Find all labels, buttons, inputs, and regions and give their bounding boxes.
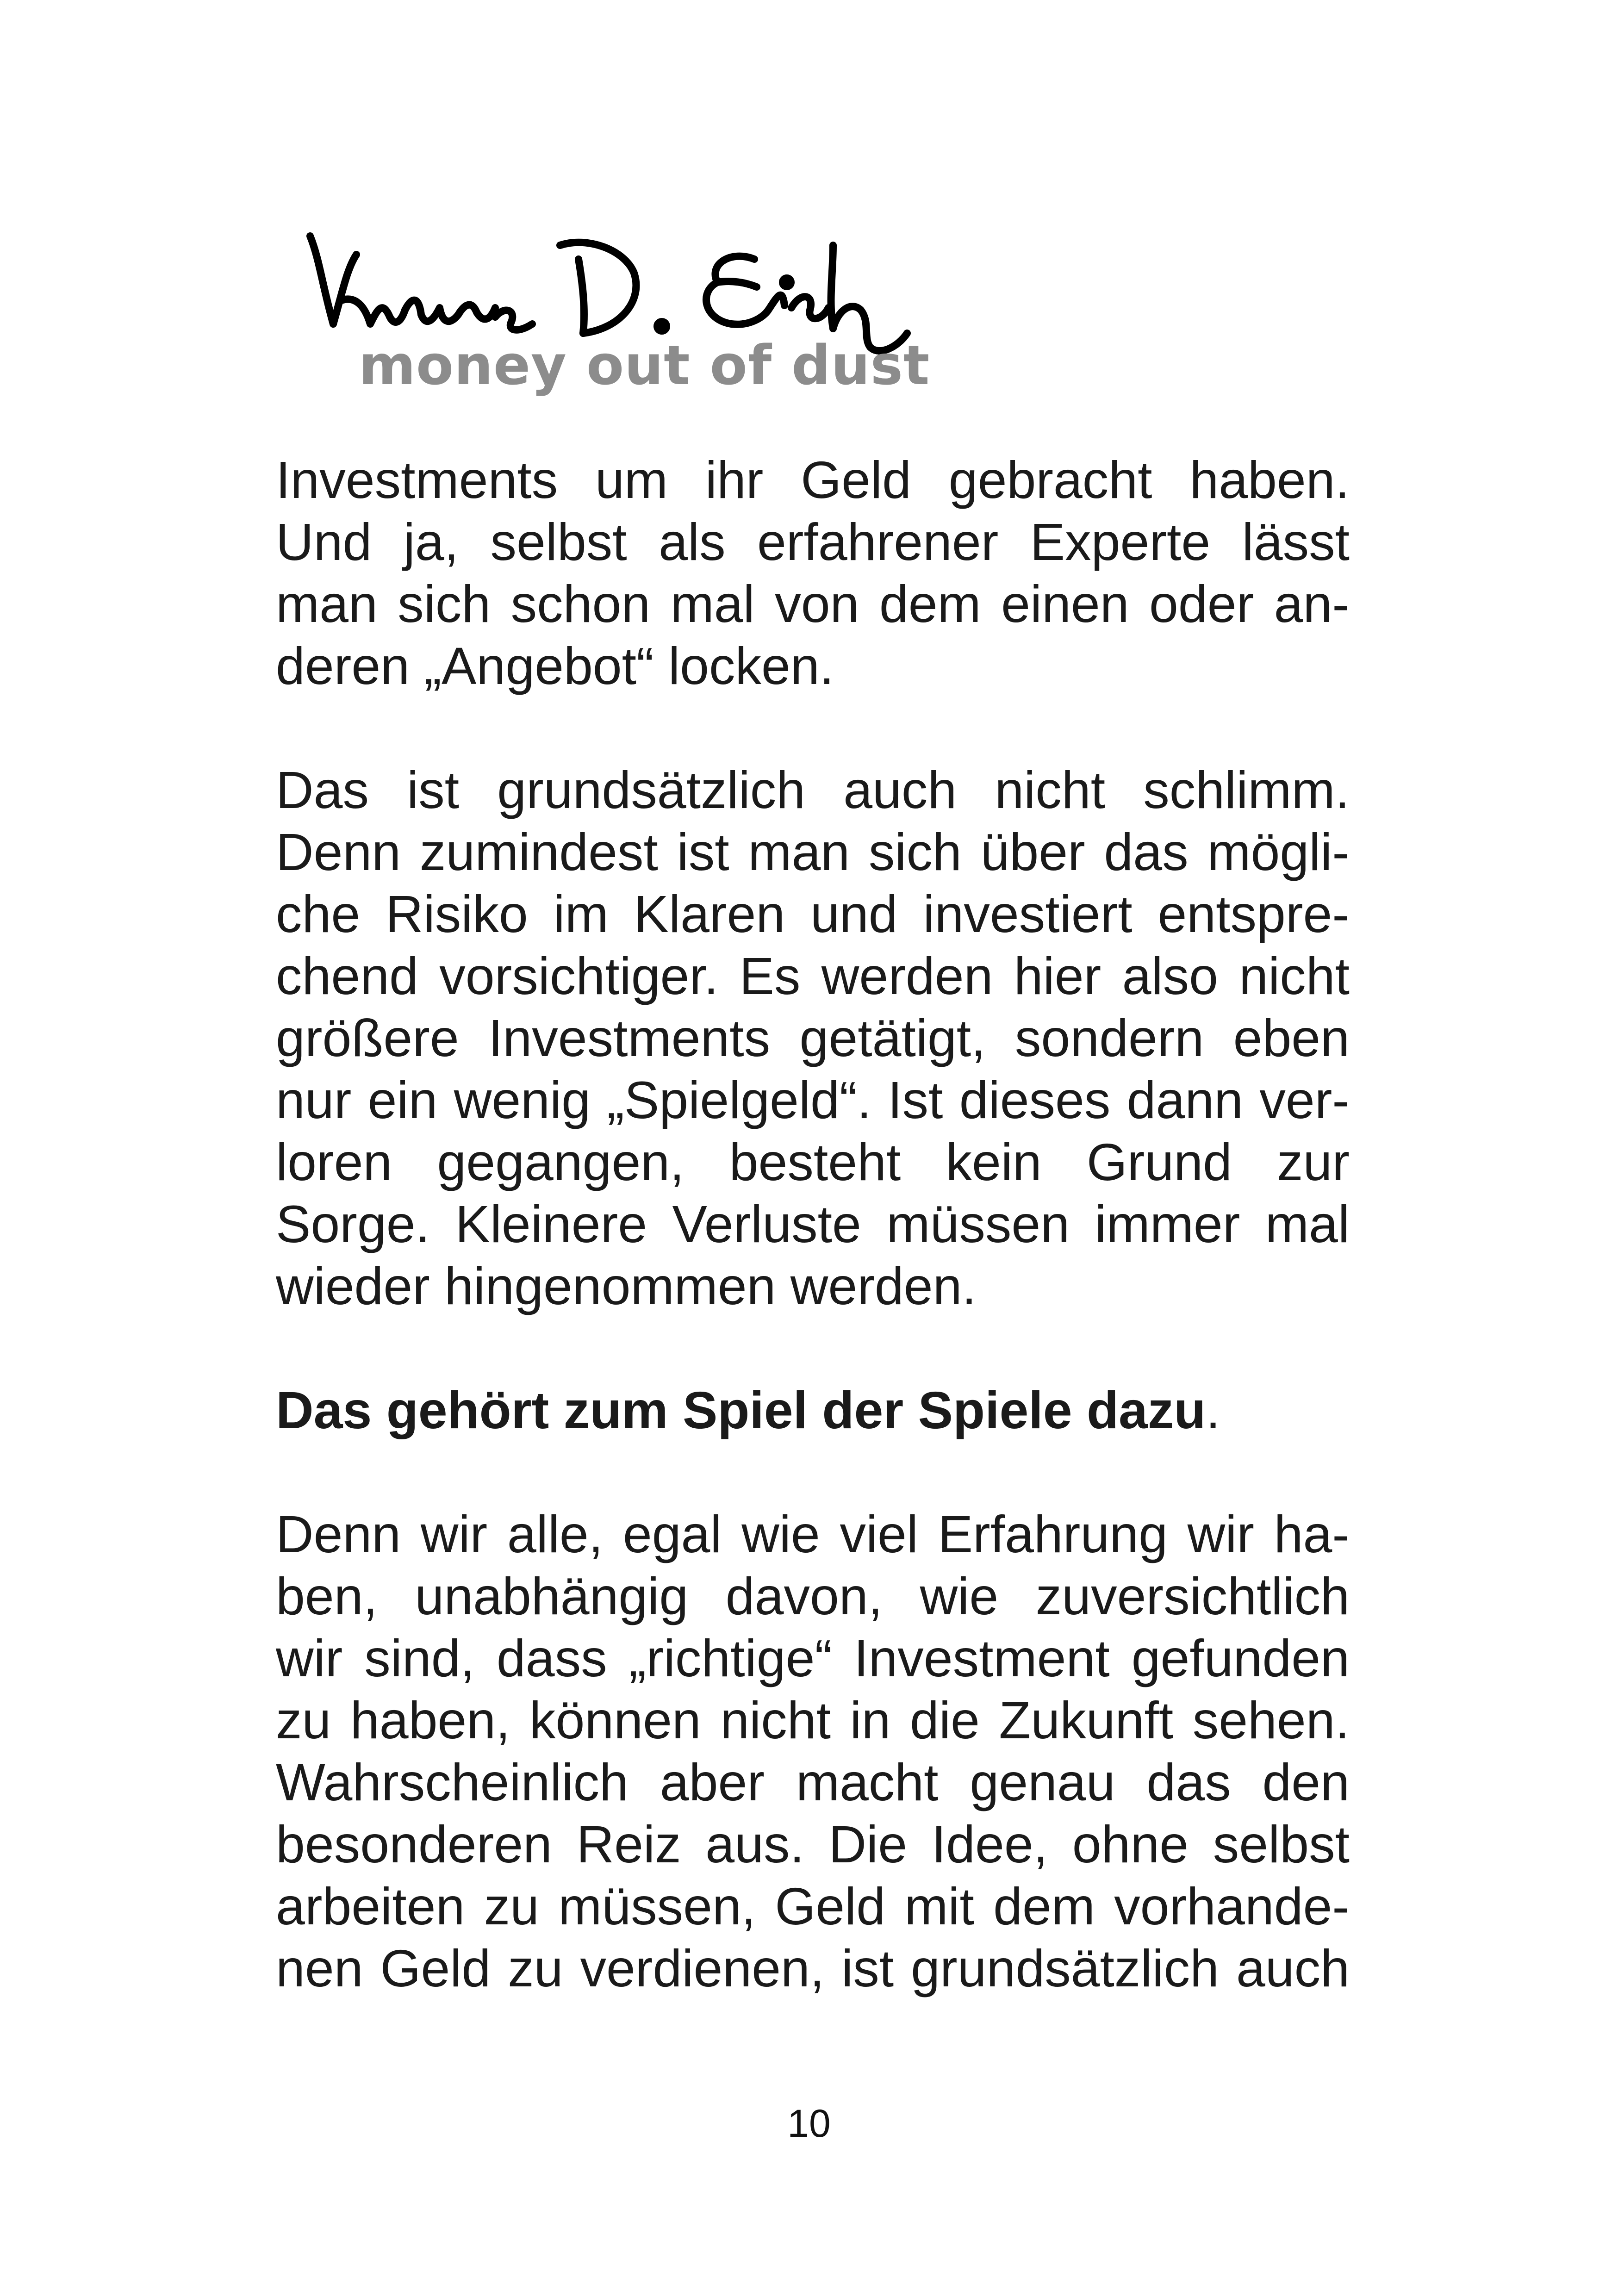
brand-logo <box>301 218 935 421</box>
text-line: nen Geld zu verdienen, ist grundsätzlich auch <box>276 1939 1350 1997</box>
text-line: wir sind, dass „richtige“ Investment gefunden <box>276 1629 1350 1687</box>
text-line: Investments um ihr Geld gebracht haben. <box>276 451 1350 509</box>
page-number: 10 <box>787 2102 831 2145</box>
brand-tagline: money out of dust <box>359 333 930 397</box>
paragraph <box>276 759 1350 1317</box>
text-line: besonderen Reiz aus. Die Idee, ohne selbst <box>276 1815 1350 1873</box>
text-line: Denn wir alle, egal wie viel Erfahrung wir ha- <box>276 1505 1350 1563</box>
text-line: zu haben, können nicht in die Zukunft sehen. <box>276 1691 1350 1749</box>
page-body <box>276 449 1350 2061</box>
emphasis-period: . <box>1206 1381 1220 1439</box>
text-line: wieder hingenommen werden. <box>276 1257 977 1315</box>
text-line: che Risiko im Klaren und investiert entspre- <box>276 885 1350 943</box>
emphasis-statement <box>276 1379 1350 1441</box>
paragraph <box>276 1503 1350 1999</box>
text-line: Das ist grundsätzlich auch nicht schlimm. <box>276 761 1350 819</box>
text-line: ben, unabhängig davon, wie zuversichtlich <box>276 1567 1350 1625</box>
text-line: Und ja, selbst als erfahrener Experte lässt <box>276 513 1350 571</box>
text-line: man sich schon mal von dem einen oder an- <box>276 575 1350 633</box>
text-line: arbeiten zu müssen, Geld mit dem vorhande- <box>276 1877 1350 1935</box>
text-line: größere Investments getätigt, sondern eben <box>276 1009 1350 1067</box>
text-line: nur ein wenig „Spielgeld“. Ist dieses dann ver- <box>276 1071 1350 1129</box>
text-line: loren gegangen, besteht kein Grund zur <box>276 1133 1350 1191</box>
text-line: chend vorsichtiger. Es werden hier also nicht <box>276 947 1350 1005</box>
text-line: Denn zumindest ist man sich über das mögli- <box>276 823 1350 881</box>
text-line: Wahrscheinlich aber macht genau das den <box>276 1753 1350 1811</box>
emphasis-text: Das gehört zum Spiel der Spiele dazu <box>276 1381 1206 1439</box>
text-line: Sorge. Kleinere Verluste müssen immer mal <box>276 1195 1350 1253</box>
text-line: deren „Angebot“ locken. <box>276 637 834 695</box>
paragraph <box>276 449 1350 697</box>
